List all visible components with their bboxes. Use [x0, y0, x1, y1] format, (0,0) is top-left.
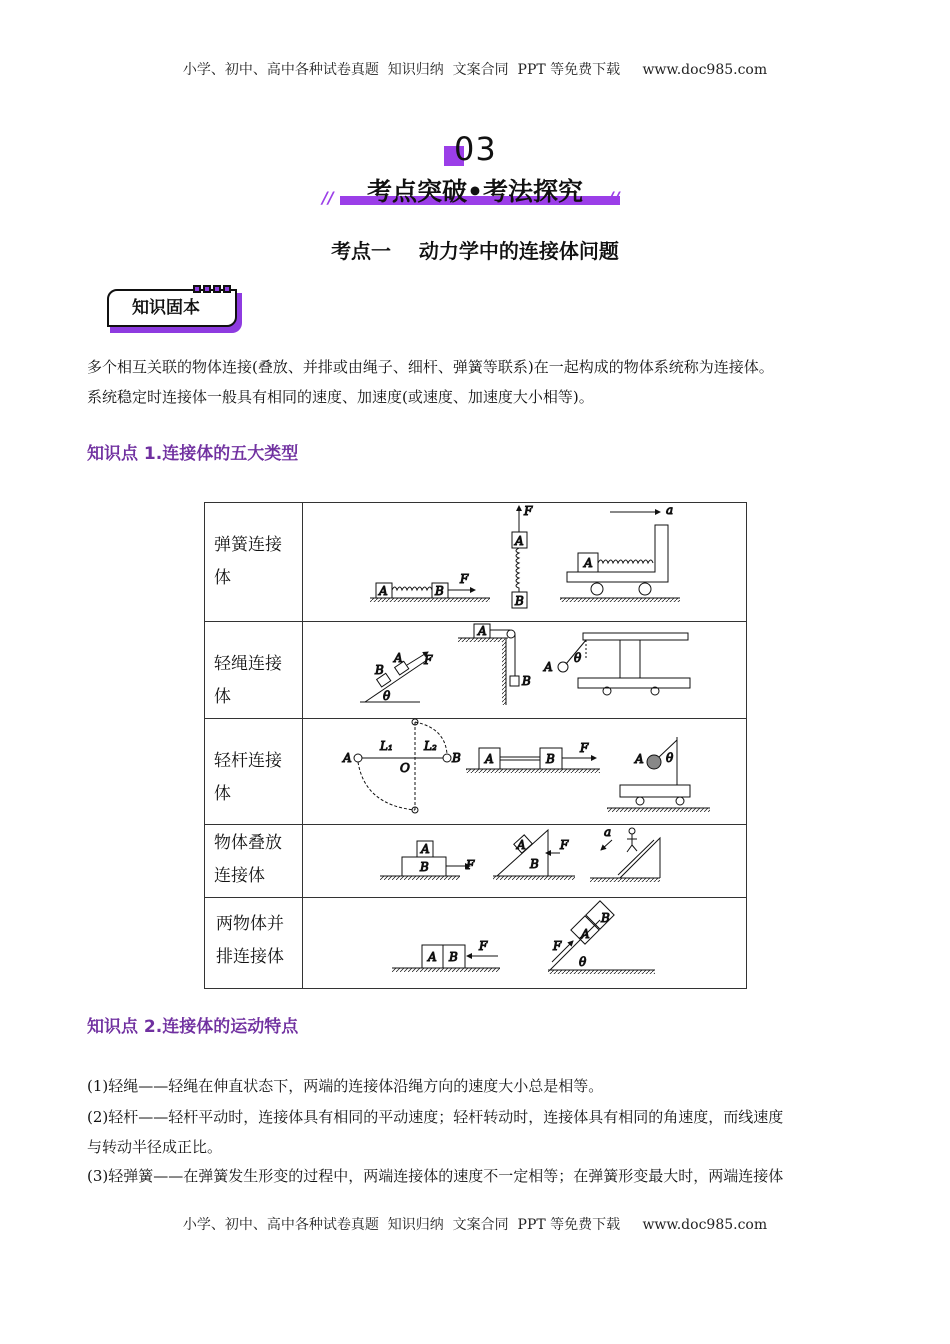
svg-text:a: a: [604, 825, 612, 839]
svg-text:F: F: [560, 838, 569, 852]
svg-text:A: A: [421, 842, 430, 856]
person-on-incline-diagram: [590, 825, 660, 882]
diagrams: [303, 502, 746, 988]
point-2: (2)轻杆——轻杆平动时，连接体具有相同的平动速度；轻杆转动时，连接体具有相同的角速度，而线速度: [87, 1108, 784, 1126]
svg-text:B: B: [546, 752, 555, 766]
svg-text:A: A: [584, 556, 593, 570]
intro-line-2: 系统稳定时连接体一般具有相同的速度、加速度(或速度、加速度大小相等)。: [87, 388, 594, 406]
table-row: 轻绳连接 体: [205, 622, 747, 719]
stacked-wedge-diagram: [493, 830, 575, 880]
section-title: 考点一 动力学中的连接体问题: [331, 239, 619, 263]
svg-text:F: F: [553, 939, 562, 953]
svg-text:B: B: [435, 584, 444, 598]
point-1: (1)轻绳——轻绳在伸直状态下，两端的连接体沿绳方向的速度大小总是相等。: [87, 1077, 604, 1095]
svg-text:B: B: [522, 674, 531, 688]
rope-pendulum-cart-diagram: [543, 633, 690, 695]
svg-text:A: A: [485, 752, 494, 766]
side-by-side-incline-diagram: [548, 901, 655, 974]
spring-horizontal-diagram: [370, 572, 490, 602]
svg-text:θ: θ: [574, 651, 582, 665]
svg-text:F: F: [580, 741, 589, 755]
table-row: 弹簧连接 体: [205, 503, 747, 622]
point-2-continued: 与转动半径成正比。: [87, 1138, 223, 1156]
svg-text:A: A: [343, 751, 352, 765]
svg-text:B: B: [530, 857, 539, 871]
svg-text:B: B: [449, 950, 458, 964]
slash-deco-left: //: [322, 188, 334, 207]
rope-incline-diagram: [360, 651, 433, 703]
page-header: 小学、初中、高中各种试卷真题 知识归纳 文案合同 PPT 等免费下载 www.doc985.com: [182, 62, 768, 78]
svg-text:θ: θ: [666, 751, 674, 765]
svg-text:F: F: [424, 653, 433, 667]
point-3: (3)轻弹簧——在弹簧发生形变的过程中，两端连接体的速度不一定相等；在弹簧形变最大时，两端连接体: [87, 1167, 784, 1185]
svg-text:A: A: [544, 660, 553, 674]
svg-text:L₁: L₁: [380, 739, 393, 753]
svg-text:A: A: [515, 534, 524, 548]
stacked-blocks-diagram: [380, 841, 475, 880]
chapter-title: 考点突破•考法探究: [367, 177, 583, 206]
svg-text:B: B: [452, 751, 461, 765]
svg-text:L₂: L₂: [424, 739, 437, 753]
chapter-banner: [320, 172, 630, 208]
knowledge-tag: 知识固本: [107, 289, 243, 333]
svg-text:A: A: [428, 950, 437, 964]
svg-text:B: B: [515, 594, 524, 608]
svg-text:A: A: [517, 838, 526, 852]
slash-deco-right: //: [608, 188, 620, 207]
svg-text:B: B: [420, 860, 429, 874]
knowledge-point-1-heading: 知识点 1.连接体的五大类型: [87, 444, 299, 464]
svg-text:F: F: [466, 858, 475, 872]
table-row: 轻杆连接 体: [205, 719, 747, 825]
svg-text:B: B: [601, 911, 610, 925]
knowledge-point-2-heading: 知识点 2.连接体的运动特点: [87, 1017, 299, 1037]
rod-rotation-diagram: [342, 719, 461, 813]
table-row: 物体叠放 连接体: [205, 825, 747, 898]
table-row: 两物体并 排连接体: [205, 898, 747, 989]
svg-text:A: A: [635, 752, 644, 766]
rod-translation-diagram: [466, 741, 600, 773]
svg-text:F: F: [479, 939, 488, 953]
svg-text:A: A: [478, 624, 487, 638]
svg-text:B: B: [375, 663, 384, 677]
svg-text:a: a: [666, 503, 674, 517]
svg-text:F: F: [460, 572, 469, 586]
chapter-number: 03: [444, 132, 504, 168]
svg-text:A: A: [394, 651, 403, 665]
svg-text:F: F: [524, 504, 533, 518]
svg-text:O: O: [400, 761, 410, 775]
svg-text:θ: θ: [579, 955, 587, 969]
side-by-side-horizontal-diagram: [392, 939, 500, 972]
spring-cart-diagram: [560, 503, 680, 602]
rod-cart-diagram: [607, 737, 710, 812]
svg-text:θ: θ: [383, 689, 391, 703]
intro-line-1: 多个相互关联的物体连接(叠放、并排或由绳子、细杆、弹簧等联系)在一起构成的物体系统称为连接体。: [87, 358, 774, 376]
page-footer: 小学、初中、高中各种试卷真题 知识归纳 文案合同 PPT 等免费下载 www.doc985.com: [182, 1217, 768, 1233]
spring-vertical-diagram: [512, 504, 533, 608]
rope-pulley-diagram: [458, 624, 531, 705]
svg-text:A: A: [379, 584, 388, 598]
svg-text:A: A: [581, 927, 590, 941]
